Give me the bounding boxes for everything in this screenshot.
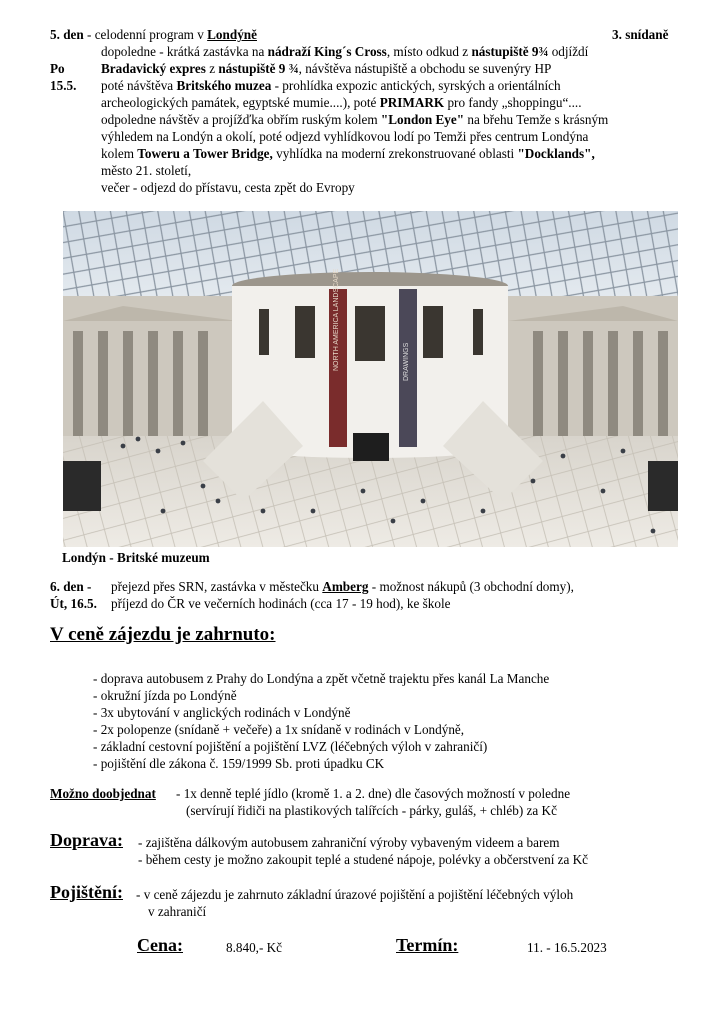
optional-line1: - 1x denně teplé jídlo (kromě 1. a 2. dne) dle časových možností v poledne — [176, 786, 571, 801]
term-label: Termín: — [396, 935, 459, 955]
insurance-label: Pojištění: — [50, 882, 123, 902]
day5-line7: kolem Toweru a Tower Bridge, vyhlídka na moderní zrekonstruované oblasti "Docklands", — [101, 146, 595, 161]
included-title: V ceně zájezdu je zahrnuto: — [50, 624, 276, 645]
day5-line1: dopoledne - krátká zastávka na nádraží King´s Cross, místo odkud z nástupiště 9¾ odjíždí — [101, 44, 589, 59]
day5-line4: archeologických památek, egyptské mumie....), poté PRIMARK pro fandy „shoppingu“.... — [101, 95, 582, 110]
banner1-text: NORTH AMERICA LANDSCAPE — [333, 268, 340, 371]
day5-line5: odpoledne návštěv a projížďka obřím ruským kolem "London Eye" na břehu Temže s krásným — [101, 112, 609, 127]
price-label: Cena: — [137, 935, 183, 955]
included-item-4: - 2x polopenze (snídaně + večeře) a 1x snídaně v rodinách v Londýně, — [93, 722, 465, 737]
transport-line2: - během cesty je možno zakoupit teplé a studené nápoje, polévky a občerstvení za Kč — [138, 852, 589, 867]
day5-line3: poté návštěva Britského muzea - prohlídka expozic antických, syrských a orientálních — [101, 78, 561, 93]
day5-header — [50, 26, 257, 43]
transport-line1: - zajištěna dálkovým autobusem zahraniční výroby vybaveným videem a barem — [138, 835, 560, 850]
day5-intro: - celodenní program v — [83, 27, 208, 42]
included-item-5: - základní cestovní pojištění a pojištění LVZ (léčebných výloh v zahraničí) — [93, 739, 488, 754]
included-item-2: - okružní jízda po Londýně — [93, 688, 237, 703]
day5-line9: večer - odjezd do přístavu, cesta zpět do Evropy — [101, 180, 355, 195]
day5-line8: město 21. století, — [101, 163, 192, 178]
term-value: 11. - 16.5.2023 — [527, 940, 607, 955]
insurance-line1: - v ceně zájezdu je zahrnuto základní úrazové pojištění a pojištění léčebných výloh — [136, 887, 574, 902]
british-museum-photo — [63, 211, 678, 547]
included-item-6: - pojištění dle zákona č. 159/1999 Sb. proti úpadku CK — [93, 756, 385, 771]
day6-line1: přejezd přes SRN, zastávka v městečku Amberg - možnost nákupů (3 obchodní domy), — [111, 579, 574, 594]
included-item-1: - doprava autobusem z Prahy do Londýna a zpět včetně trajektu přes kanál La Manche — [93, 671, 550, 686]
day6-weekday-date: Út, 16.5. — [50, 596, 97, 611]
day6-label: 6. den - — [50, 579, 92, 594]
price-value: 8.840,- Kč — [226, 940, 283, 955]
optional-label: Možno doobjednat — [50, 786, 156, 801]
day5-weekday: Po — [50, 61, 65, 76]
photo-caption: Londýn - Britské muzeum — [62, 550, 210, 565]
day5-line6: výhledem na Londýn a okolí, poté odjezd vyhlídkovou lodí po Temži přes centrum Londýna — [101, 129, 589, 144]
transport-label: Doprava: — [50, 830, 123, 850]
day5-city: Londýně — [207, 27, 257, 42]
banner2-text: DRAWINGS — [403, 342, 410, 381]
day5-line2: Bradavický expres z nástupiště 9 ¾, návštěva nástupiště a obchodu se suvenýry HP — [101, 61, 552, 76]
day5-label: 5. den — [50, 27, 84, 42]
optional-line2: (servírují řidiči na plastikových talířcích - párky, guláš, + chléb) za Kč — [186, 803, 557, 818]
day5-date: 15.5. — [50, 78, 77, 93]
day5-meals: 3. snídaně — [612, 27, 669, 42]
insurance-line2: v zahraničí — [148, 904, 207, 919]
included-item-3: - 3x ubytování v anglických rodinách v Londýně — [93, 705, 351, 720]
day6-line2: příjezd do ČR ve večerních hodinách (cca 17 - 19 hod), ke škole — [111, 596, 451, 611]
